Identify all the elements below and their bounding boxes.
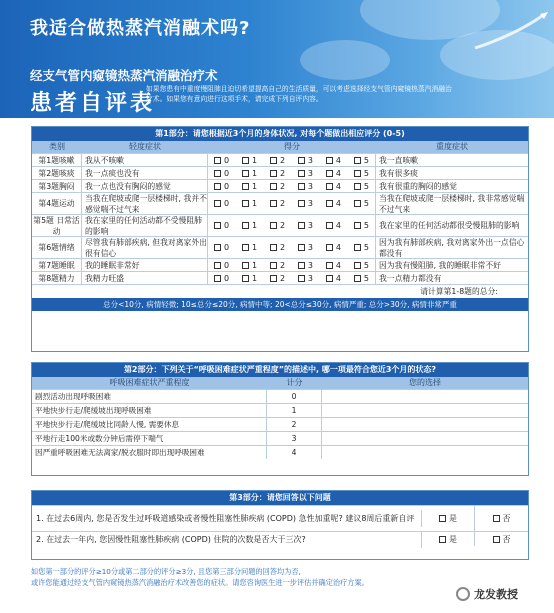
row-category: 第3题胸闷 (32, 180, 82, 192)
checkbox[interactable] (214, 275, 221, 282)
score-option-label: 1 (251, 199, 258, 208)
yes-label: 是 (449, 514, 457, 523)
checkbox[interactable] (298, 183, 305, 190)
symptom-row (32, 153, 528, 166)
checkbox[interactable] (242, 157, 249, 164)
score-option-label: 3 (307, 199, 313, 208)
symptom-row (32, 214, 528, 236)
checkbox[interactable] (242, 262, 249, 269)
checkbox[interactable] (354, 275, 361, 282)
score-option[interactable] (354, 199, 369, 208)
part3-rows (32, 505, 528, 546)
score-option[interactable] (242, 199, 257, 208)
score-option[interactable] (270, 243, 285, 252)
checkbox[interactable] (354, 183, 361, 190)
score-option-label: 2 (279, 155, 286, 165)
score-option[interactable] (298, 243, 313, 252)
question-row (32, 505, 528, 531)
score-option[interactable] (354, 261, 369, 270)
part2-rows (32, 389, 528, 459)
question-text: 2. 在过去一年内, 您因慢性阻塞性肺疾病 (COPD) 住院的次数是否大于三次? (32, 531, 422, 548)
checkbox[interactable] (326, 262, 333, 269)
row-severe-symptom: 当我在爬坡或爬一层楼梯时, 我非常感觉喘不过气来 (379, 193, 525, 214)
score-option[interactable] (242, 156, 257, 165)
checkbox[interactable] (214, 244, 221, 251)
no-label: 否 (502, 534, 511, 544)
checkbox[interactable] (354, 244, 361, 251)
footer-line-1: 如您第一部分的评分≥10分或第二部分的评分≥3分, 且您第三部分问题的回答均为否, (31, 567, 301, 576)
score-option-label: 3 (307, 221, 313, 230)
brand-watermark (456, 586, 518, 602)
wechat-icon (456, 587, 470, 601)
score-option[interactable] (298, 199, 313, 208)
score-option-label: 1 (251, 273, 258, 283)
row-category: 第4题运动 (32, 193, 82, 214)
checkbox[interactable] (354, 170, 361, 177)
score-option-label: 3 (307, 181, 313, 191)
score-option[interactable] (298, 182, 313, 191)
score-options (208, 167, 376, 179)
score-option-label: 2 (279, 221, 286, 230)
score-option-label: 1 (251, 168, 258, 178)
brand-name: 龙发教授 (474, 588, 518, 601)
checkbox[interactable] (298, 222, 305, 229)
part3-card (31, 490, 529, 560)
symptom-row (32, 179, 528, 192)
dyspnea-row[interactable] (32, 417, 528, 431)
dyspnea-desc: 剧烈活动出现呼吸困难 (32, 390, 267, 403)
score-option[interactable] (354, 156, 369, 165)
score-option[interactable] (326, 221, 341, 230)
row-mild-symptom: 我精力旺盛 (82, 272, 208, 284)
part3-title: 第3部分：请您回答以下问题 (32, 491, 528, 505)
score-options (208, 193, 376, 214)
checkbox[interactable] (354, 200, 361, 207)
score-option[interactable] (326, 243, 341, 252)
checkbox[interactable] (242, 170, 249, 177)
dyspnea-row[interactable] (32, 431, 528, 445)
checkbox[interactable] (326, 275, 333, 282)
row-severe-symptom: 我有很重的胸闷的感觉 (379, 181, 457, 191)
checkbox[interactable] (214, 200, 221, 207)
col-mild: 轻度症状 (129, 142, 161, 151)
dyspnea-desc: 平地快步行走/爬缓坡出现呼吸困难 (32, 404, 267, 417)
checkbox[interactable] (270, 183, 277, 190)
col-your-choice: 您的选择 (409, 378, 441, 387)
col-category: 类别 (49, 142, 65, 151)
col-points: 计分 (286, 378, 303, 387)
question-text: 1. 在过去6周内, 您是否发生过呼吸道感染或者慢性阻塞性肺疾病 (COPD) 急性加重呢? 建议8周后重新自评 (32, 510, 422, 527)
score-option[interactable] (326, 261, 341, 270)
score-option[interactable] (270, 156, 285, 165)
row-category: 第2题咳痰 (32, 167, 82, 179)
score-option[interactable] (214, 261, 229, 270)
score-option[interactable] (242, 221, 257, 230)
score-option[interactable] (270, 261, 285, 270)
form-title: 患者自评表 (30, 91, 156, 116)
score-option[interactable] (214, 274, 229, 283)
col-score: 得分 (284, 142, 300, 151)
score-option-label: 0 (224, 221, 230, 230)
checkbox[interactable] (298, 262, 305, 269)
dyspnea-points: 3 (267, 432, 322, 445)
score-option-label: 3 (307, 273, 313, 283)
score-option-label: 2 (279, 243, 286, 252)
checkbox[interactable] (214, 170, 221, 177)
score-option-label: 1 (251, 181, 258, 191)
score-option-label: 4 (335, 243, 341, 252)
page-title: 我适合做热蒸汽消融术吗? (30, 18, 251, 39)
score-option-label: 4 (335, 260, 341, 270)
question-row (32, 531, 528, 546)
dyspnea-desc: 因严重呼吸困难无法离家/脱衣服时即出现呼吸困难 (32, 446, 267, 459)
score-option-label: 5 (363, 260, 369, 270)
row-mild-symptom: 我的睡眠非常好 (82, 259, 208, 271)
dyspnea-row[interactable] (32, 389, 528, 403)
part1-card (31, 126, 529, 352)
footer-line-2: 或许您能通过经支气管内窥镜热蒸汽消融治疗术改善您的症状。请您咨询医生进一步评估并确定治疗方案。 (31, 578, 369, 587)
checkbox[interactable] (326, 200, 333, 207)
row-severe-symptom: 因为我有肺部疾病, 我对离家外出一点信心都没有 (379, 237, 525, 258)
score-option-label: 5 (363, 273, 369, 283)
score-option-label: 2 (279, 181, 286, 191)
part1-title: 第1部分：请您根据近3个月的身体状况, 对每个题做出相应评分 (0-5) (32, 127, 528, 141)
score-option[interactable] (354, 243, 369, 252)
score-option-label: 5 (363, 168, 369, 178)
score-option-label: 2 (279, 168, 286, 178)
score-option-label: 4 (335, 181, 341, 191)
severity-legend: 总分<10分, 病情轻微; 10≤总分≤20分, 病情中等; 20<总分≤30分, 病情严重; 总分>30分, 病情非常严重 (32, 298, 528, 311)
checkbox[interactable] (298, 244, 305, 251)
score-option-label: 5 (363, 243, 369, 252)
row-category: 第7题睡眠 (32, 259, 82, 271)
score-option-label: 5 (363, 181, 369, 191)
checkbox[interactable] (354, 222, 361, 229)
score-option-label: 4 (335, 168, 341, 178)
score-option[interactable] (270, 169, 285, 178)
dyspnea-points: 1 (267, 404, 322, 417)
checkbox[interactable] (270, 170, 277, 177)
score-option-label: 1 (251, 155, 258, 165)
yes-option[interactable] (422, 532, 475, 546)
checkbox[interactable] (326, 183, 333, 190)
score-option-label: 0 (224, 181, 230, 191)
row-category: 第5题 日常活动 (32, 215, 82, 236)
score-option[interactable] (270, 199, 285, 208)
score-option-label: 0 (224, 168, 230, 178)
checkbox[interactable] (439, 515, 446, 522)
score-option[interactable] (242, 261, 257, 270)
checkbox[interactable] (242, 244, 249, 251)
score-option-label: 0 (224, 260, 230, 270)
checkbox[interactable] (326, 157, 333, 164)
row-mild-symptom: 当我在爬坡或爬一层楼梯时, 我并不感觉喘不过气来 (82, 193, 208, 214)
score-option-label: 3 (307, 260, 313, 270)
checkbox[interactable] (270, 244, 277, 251)
no-option[interactable] (475, 513, 528, 524)
score-option-label: 2 (279, 273, 286, 283)
score-option-label: 0 (224, 155, 230, 165)
checkbox[interactable] (242, 200, 249, 207)
score-option[interactable] (214, 199, 229, 208)
checkbox[interactable] (326, 170, 333, 177)
score-option-label: 3 (307, 168, 313, 178)
part2-card (31, 362, 529, 476)
checkbox[interactable] (242, 222, 249, 229)
checkbox[interactable] (326, 244, 333, 251)
procedure-subtitle: 经支气管内窥镜热蒸汽消融治疗术 (30, 68, 218, 83)
yes-label: 是 (449, 534, 457, 544)
checkbox[interactable] (298, 275, 305, 282)
score-option-label: 5 (363, 199, 369, 208)
part2-title: 第2部分：下列关于“呼吸困难症状严重程度”的描述中, 哪一项最符合您近3个月的状态? (32, 363, 528, 377)
dyspnea-points: 2 (267, 418, 322, 431)
symptom-row (32, 258, 528, 271)
score-option[interactable] (214, 182, 229, 191)
score-option[interactable] (214, 243, 229, 252)
dyspnea-row[interactable] (32, 445, 528, 459)
header-banner (0, 0, 554, 118)
checkbox[interactable] (270, 275, 277, 282)
checkbox[interactable] (214, 183, 221, 190)
checkbox[interactable] (493, 536, 500, 543)
score-options (208, 259, 376, 271)
score-option[interactable] (326, 169, 341, 178)
col-dyspnea-desc: 呼吸困难症状严重程度 (109, 378, 190, 387)
symptom-row (32, 271, 528, 284)
part1-rows (32, 153, 528, 284)
score-options (208, 215, 376, 236)
checkbox[interactable] (298, 200, 305, 207)
airplane-icon (470, 10, 550, 50)
score-option[interactable] (270, 221, 285, 230)
score-option[interactable] (298, 261, 313, 270)
score-option[interactable] (354, 221, 369, 230)
score-option-label: 1 (251, 260, 258, 270)
checkbox[interactable] (270, 200, 277, 207)
symptom-row (32, 192, 528, 214)
dyspnea-row[interactable] (32, 403, 528, 417)
checkbox[interactable] (493, 515, 500, 522)
score-option[interactable] (298, 274, 313, 283)
row-category: 第8题精力 (32, 272, 82, 284)
score-option-label: 3 (307, 243, 313, 252)
score-option[interactable] (298, 169, 313, 178)
score-option-label: 0 (224, 273, 230, 283)
row-mild-symptom: 我一点痰也没有 (82, 167, 208, 179)
score-option-label: 5 (363, 221, 369, 230)
yes-option[interactable] (422, 506, 475, 531)
checkbox[interactable] (270, 157, 277, 164)
score-options (208, 180, 376, 192)
score-option[interactable] (270, 182, 285, 191)
checkbox[interactable] (214, 222, 221, 229)
total-score-label: 请计算第1-8题的总分: (32, 284, 528, 298)
score-option[interactable] (242, 274, 257, 283)
row-severe-symptom: 我一直咳嗽 (379, 155, 418, 165)
score-option[interactable] (354, 182, 369, 191)
score-option[interactable] (214, 221, 229, 230)
checkbox[interactable] (242, 275, 249, 282)
score-option-label: 0 (224, 243, 230, 252)
score-options (208, 272, 376, 284)
score-option-label: 1 (251, 221, 258, 230)
score-option[interactable] (214, 156, 229, 165)
checkbox[interactable] (354, 262, 361, 269)
score-options (208, 237, 376, 258)
score-option[interactable] (354, 274, 369, 283)
score-option[interactable] (242, 243, 257, 252)
row-severe-symptom: 我有很多痰 (379, 168, 418, 178)
checkbox[interactable] (242, 183, 249, 190)
row-mild-symptom: 尽管我有肺部疾病, 但我对离家外出很有信心 (82, 237, 208, 258)
score-option[interactable] (298, 221, 313, 230)
dyspnea-points: 0 (267, 390, 322, 403)
score-option-label: 4 (335, 273, 341, 283)
score-option[interactable] (298, 156, 313, 165)
score-option[interactable] (242, 182, 257, 191)
score-options (208, 154, 376, 166)
score-option[interactable] (354, 169, 369, 178)
row-severe-symptom: 我在家里的任何活动都很受慢阻肺的影响 (379, 221, 520, 230)
checkbox[interactable] (214, 157, 221, 164)
checkbox[interactable] (439, 536, 446, 543)
symptom-row (32, 166, 528, 179)
checkbox[interactable] (298, 170, 305, 177)
score-option[interactable] (270, 274, 285, 283)
score-option[interactable] (326, 274, 341, 283)
col-severe: 重度症状 (436, 142, 468, 151)
intro-text: 如果您患有中重度慢阻肺且迫切希望提高自己的生活质量，可以考虑选择经支气管内窥镜热蒸汽消融治疗术。如果您有意向进行这项手术，请完成下列自评内容。 (146, 85, 452, 103)
part2-column-headers (32, 377, 528, 389)
score-option-label: 0 (224, 199, 230, 208)
score-option-label: 1 (251, 243, 258, 252)
checkbox[interactable] (214, 262, 221, 269)
row-severe-symptom: 因为我有慢阻肺, 我的睡眠非常不好 (379, 260, 501, 270)
dyspnea-desc: 平地快步行走/爬缓坡比同龄人慢, 需要休息 (32, 418, 267, 431)
row-mild-symptom: 我在家里的任何活动都不受慢阻肺的影响 (82, 215, 208, 236)
checkbox[interactable] (354, 157, 361, 164)
score-option-label: 4 (335, 155, 341, 165)
row-category: 第1题咳嗽 (32, 154, 82, 166)
checkbox[interactable] (270, 262, 277, 269)
score-option-label: 5 (363, 155, 369, 165)
symptom-row (32, 236, 528, 258)
dyspnea-desc: 平地行走100米或数分钟后需停下喘气 (32, 432, 267, 445)
score-option-label: 4 (335, 221, 341, 230)
score-option[interactable] (326, 182, 341, 191)
row-mild-symptom: 我一点也没有胸闷的感觉 (82, 180, 208, 192)
score-option-label: 2 (279, 260, 286, 270)
score-option[interactable] (242, 169, 257, 178)
checkbox[interactable] (270, 222, 277, 229)
footer-note (31, 566, 531, 588)
score-option-label: 3 (307, 155, 313, 165)
no-option[interactable] (475, 534, 528, 545)
no-label: 否 (502, 514, 511, 523)
part1-column-headers (32, 141, 528, 153)
dyspnea-points: 4 (267, 446, 322, 459)
score-option[interactable] (326, 199, 341, 208)
score-option[interactable] (326, 156, 341, 165)
score-option[interactable] (214, 169, 229, 178)
score-option-label: 2 (279, 199, 286, 208)
row-mild-symptom: 我从不咳嗽 (82, 154, 208, 166)
score-option-label: 4 (335, 199, 341, 208)
checkbox[interactable] (326, 222, 333, 229)
checkbox[interactable] (298, 157, 305, 164)
row-category: 第6题情绪 (32, 237, 82, 258)
row-severe-symptom: 我一点精力都没有 (379, 273, 442, 283)
